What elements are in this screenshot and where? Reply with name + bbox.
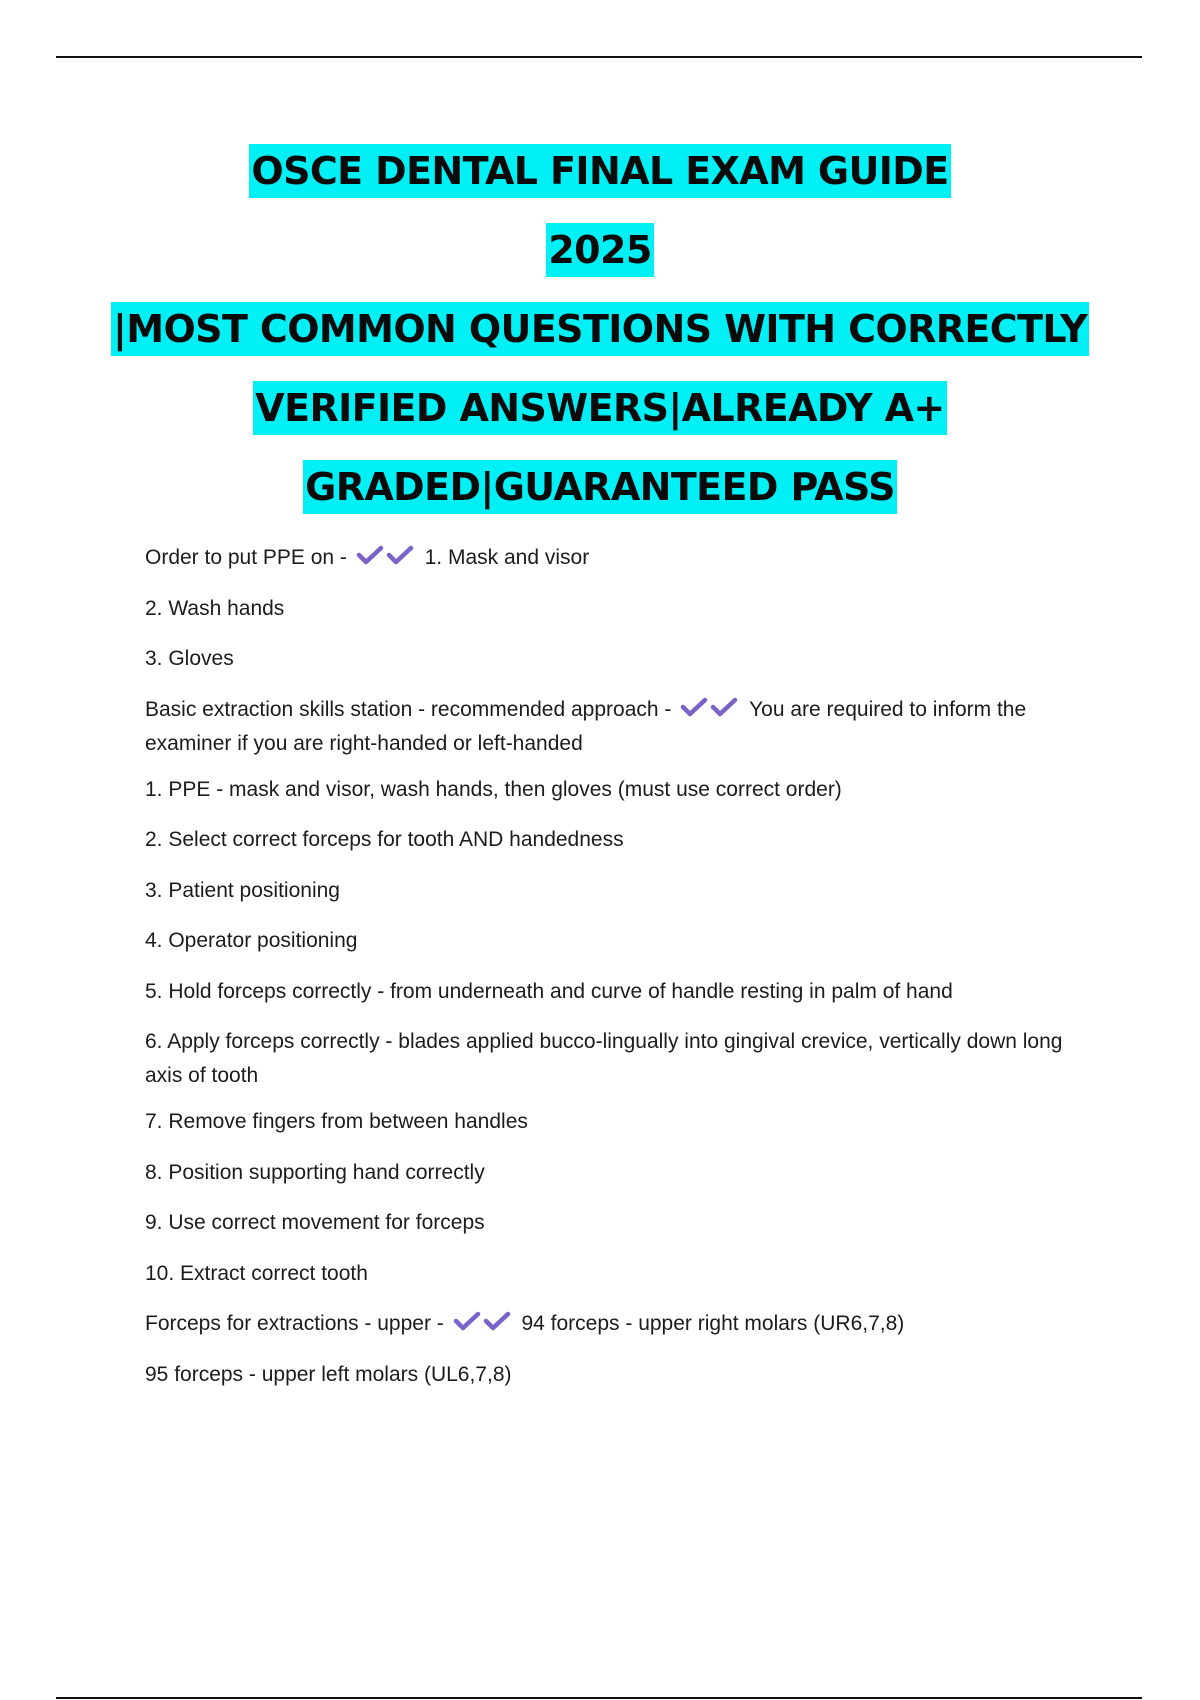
question-forceps-upper [145,1307,1070,1341]
answer-text: You are required to inform the examiner if you are right-handed or left-handed [145,697,1027,755]
check-mark-icon [355,544,385,566]
title-line-2: 2025 [0,223,1200,302]
question-ppe-order [145,541,1070,575]
bottom-divider [56,1697,1142,1699]
list-item: 8. Position supporting hand correctly [145,1160,485,1184]
answer-text: 1. Mask and visor [424,546,590,569]
title-line-5: GRADED|GUARANTEED PASS [0,460,1200,539]
list-item: 4. Operator positioning [145,929,358,952]
list-item: 5. Hold forceps correctly - from underneath and curve of handle resting in palm of hand [145,979,953,1003]
list-item: 3. Gloves [145,647,234,670]
list-item: 9. Use correct movement for forceps [145,1211,485,1234]
document-body [145,541,1070,1408]
title-line-4: VERIFIED ANSWERS|ALREADY A+ [0,381,1200,460]
answer-marker [355,546,421,569]
question-text: Forceps for extractions - upper - [145,1312,444,1335]
question-extraction-approach [145,693,1070,761]
question-text: Basic extraction skills station - recommended approach - [145,697,672,721]
list-item: 3. Patient positioning [145,878,340,902]
title-line-3: |MOST COMMON QUESTIONS WITH CORRECTLY [0,302,1200,381]
list-item: 95 forceps - upper left molars (UL6,7,8) [145,1362,512,1386]
answer-marker [452,1312,518,1335]
list-item: 1. PPE - mask and visor, wash hands, then gloves (must use correct order) [145,777,842,801]
list-item: 10. Extract correct tooth [145,1261,368,1285]
check-mark-icon [679,696,709,718]
list-item: 2. Wash hands [145,596,285,620]
top-divider [56,56,1142,58]
title-line-1: OSCE DENTAL FINAL EXAM GUIDE [0,144,1200,223]
list-item: 2. Select correct forceps for tooth AND handedness [145,828,624,851]
answer-text: 94 forceps - upper right molars (UR6,7,8) [521,1312,905,1335]
check-mark-icon [452,1310,482,1332]
answer-marker [679,698,745,721]
question-text: Order to put PPE on - [145,546,347,569]
list-item: 6. Apply forceps correctly - blades applied bucco-lingually into gingival crevice, vertically down long axis of tooth [145,1030,1063,1087]
document-title [0,144,1200,539]
check-mark-icon [482,1310,512,1332]
check-mark-icon [385,544,415,566]
list-item: 7. Remove fingers from between handles [145,1110,528,1133]
check-mark-icon [709,696,739,718]
